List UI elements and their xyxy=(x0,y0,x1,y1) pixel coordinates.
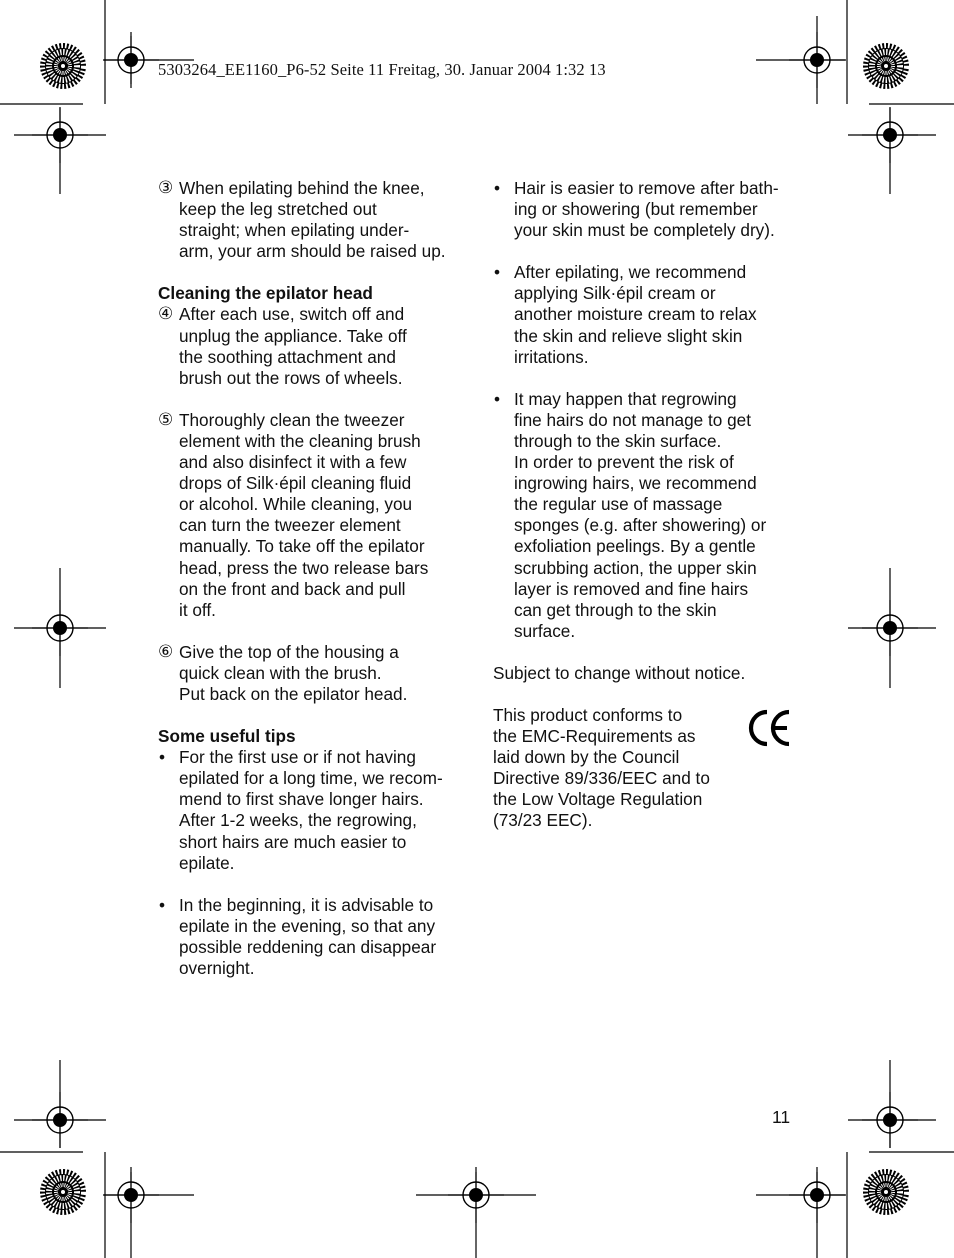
change-notice: Subject to change without notice. xyxy=(493,662,746,683)
bullet-icon: • xyxy=(159,894,166,915)
step-text: When epilating behind the knee, keep the leg stretched out straight; when epilating under- arm, your arm should be raised up. xyxy=(179,178,446,262)
left-column xyxy=(158,178,463,979)
star-target-icon-top-right xyxy=(862,42,910,90)
tip-text: In the beginning, it is advisable to epilate in the evening, so that any possible reddening can disappear overnight. xyxy=(179,894,437,978)
section-heading-cleaning: Cleaning the epilator head xyxy=(158,283,373,304)
star-target-icon-top-left xyxy=(39,42,87,90)
tip-text: It may happen that regrowing fine hairs do not manage to get through to the skin surface. In order to prevent the risk of ingrowing hairs, we recommend the regular use of massage sponges (e.g. after showering) or exfoliation peelings. By a gentle scrubbing action, the upper skin layer is removed and fine hairs can get through to the skin surface. xyxy=(514,388,767,641)
instruction-step-3 xyxy=(158,178,463,262)
print-slug: 5303264_EE1160_P6-52 Seite 11 Freitag, 30. Januar 2004 1:32 13 xyxy=(158,60,606,79)
step-number: ④ xyxy=(158,304,174,325)
tip-item xyxy=(493,262,798,367)
conformity-block xyxy=(493,705,798,832)
tip-item xyxy=(158,895,463,979)
tip-text: For the first use or if not having epilated for a long time, we recom- mend to first shave longer hairs. After 1-2 weeks, the regrowing, short hairs are much easier to epilate. xyxy=(179,747,443,873)
step-text: Give the top of the housing a quick clean with the brush. Put back on the epilator head. xyxy=(179,641,408,704)
bullet-icon: • xyxy=(159,747,166,768)
page-number: 11 xyxy=(772,1107,791,1127)
step-number: ③ xyxy=(158,178,174,198)
instruction-step-5 xyxy=(158,410,463,621)
ce-mark-icon xyxy=(748,708,792,748)
tip-text: Hair is easier to remove after bath- ing or showering (but remember your skin must be completely dry). xyxy=(514,178,779,241)
star-target-icon-bottom-left xyxy=(39,1168,87,1216)
step-number: ⑤ xyxy=(158,409,174,430)
tip-text: After epilating, we recommend applying Silk·épil cream or another moisture cream to relax the skin and relieve slight skin irritations. xyxy=(514,262,757,367)
tip-item xyxy=(158,747,463,874)
step-text: Thoroughly clean the tweezer element with the cleaning brush and also disinfect it with a few drops of Silk·épil cleaning fluid or alcohol. While cleaning, you can turn the tweezer element manually. To take off the epilator head, press the two release bars on the front and back and pull it off. xyxy=(179,409,429,620)
instruction-step-4 xyxy=(158,304,463,388)
conformity-text: This product conforms to the EMC-Requirements as laid down by the Council Directive 89/336/EEC and to the Low Voltage Regulation (73/23 EEC). xyxy=(493,704,710,831)
bullet-icon: • xyxy=(494,388,501,409)
bullet-icon: • xyxy=(494,262,501,283)
right-column xyxy=(493,178,798,832)
step-text: After each use, switch off and unplug the appliance. Take off the soothing attachment and brush out the rows of wheels. xyxy=(179,304,407,388)
tip-item xyxy=(493,389,798,642)
tip-item xyxy=(493,178,798,241)
instruction-step-6 xyxy=(158,642,463,705)
star-target-icon-bottom-right xyxy=(862,1168,910,1216)
step-number: ⑥ xyxy=(158,641,174,662)
section-heading-tips: Some useful tips xyxy=(158,726,296,747)
bullet-icon: • xyxy=(494,178,501,198)
